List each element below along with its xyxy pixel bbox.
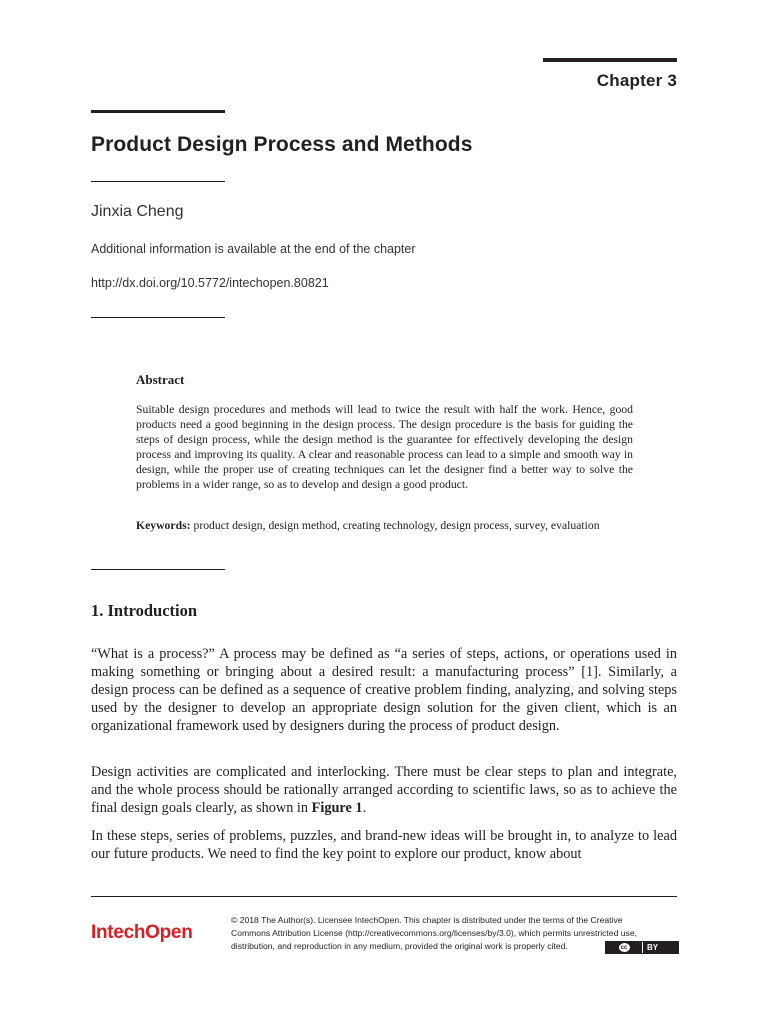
title-top-rule: [91, 110, 225, 113]
intro-paragraph-3: In these steps, series of problems, puzzles, and brand-new ideas will be brought in, to analyze to lead our future products. We need to find the key point to explore our product, know about: [91, 828, 677, 862]
title-bottom-rule: [91, 181, 225, 182]
author-name: Jinxia Cheng: [91, 203, 184, 220]
intro-paragraph-2: [91, 763, 677, 817]
cc-logo-icon: cc: [619, 943, 630, 952]
abstract-rule: [91, 569, 225, 570]
figure-1-reference[interactable]: Figure 1: [311, 800, 363, 816]
footer-rule: [91, 896, 677, 897]
license-line-3: distribution, and reproduction in any medium, provided the original work is properly cited.: [231, 941, 568, 951]
license-line-1: © 2018 The Author(s). Licensee IntechOpen. This chapter is distributed under the terms of the Creative: [231, 915, 623, 925]
doi-link[interactable]: http://dx.doi.org/10.5772/intechopen.80821: [91, 276, 329, 290]
keywords: [136, 518, 633, 533]
chapter-label: Chapter 3: [596, 71, 677, 90]
section-heading: 1. Introduction: [91, 601, 198, 620]
page-title: Product Design Process and Methods: [91, 133, 473, 156]
keywords-label: Keywords:: [136, 519, 191, 532]
keywords-list: product design, design method, creating technology, design process, survey, evaluation: [190, 519, 600, 532]
intro-paragraph-2-end: .: [362, 800, 367, 816]
chapter-rule: [543, 58, 677, 62]
by-label: BY: [642, 942, 678, 953]
abstract-body: Suitable design procedures and methods will lead to twice the result with half the work. Hence, good products need a good beginning in the design process. The design procedure is the basis for guiding the steps of design process, while the design method is the guarantee for effectively developing the design process and improving its quality. A clear and reasonable process can lead to a simple and smooth way in design, while the proper use of creating techniques can let the designer find a better way to solve the problems in a wider range, so as to develop and design a good product.: [136, 403, 633, 491]
doi-rule: [91, 317, 225, 318]
intechopen-logo: IntechOpen: [91, 922, 193, 943]
intro-paragraph-2-text: Design activities are complicated and interlocking. There must be clear steps to plan and integrate, and the whole process should be rationally arranged according to scientific laws, so as to achieve the final design goals clearly, as shown in: [91, 764, 677, 816]
additional-info: Additional information is available at the end of the chapter: [91, 242, 416, 256]
cc-by-badge-icon: [605, 941, 679, 954]
intro-paragraph-1: “What is a process?” A process may be defined as “a series of steps, actions, or operations used in making something or bringing about a desired result: a manufacturing process” [1]. Similarly, a design process can be defined as a sequence of creative problem finding, analyzing, and solving steps used by the designer to develop an appropriate design solution for the given client, which is an organizational framework used by designers during the process of product design.: [91, 646, 677, 734]
abstract-heading: Abstract: [136, 372, 185, 387]
license-line-2: Commons Attribution License (http://creativecommons.org/licenses/by/3.0), which permits unrestricted use,: [231, 928, 637, 938]
